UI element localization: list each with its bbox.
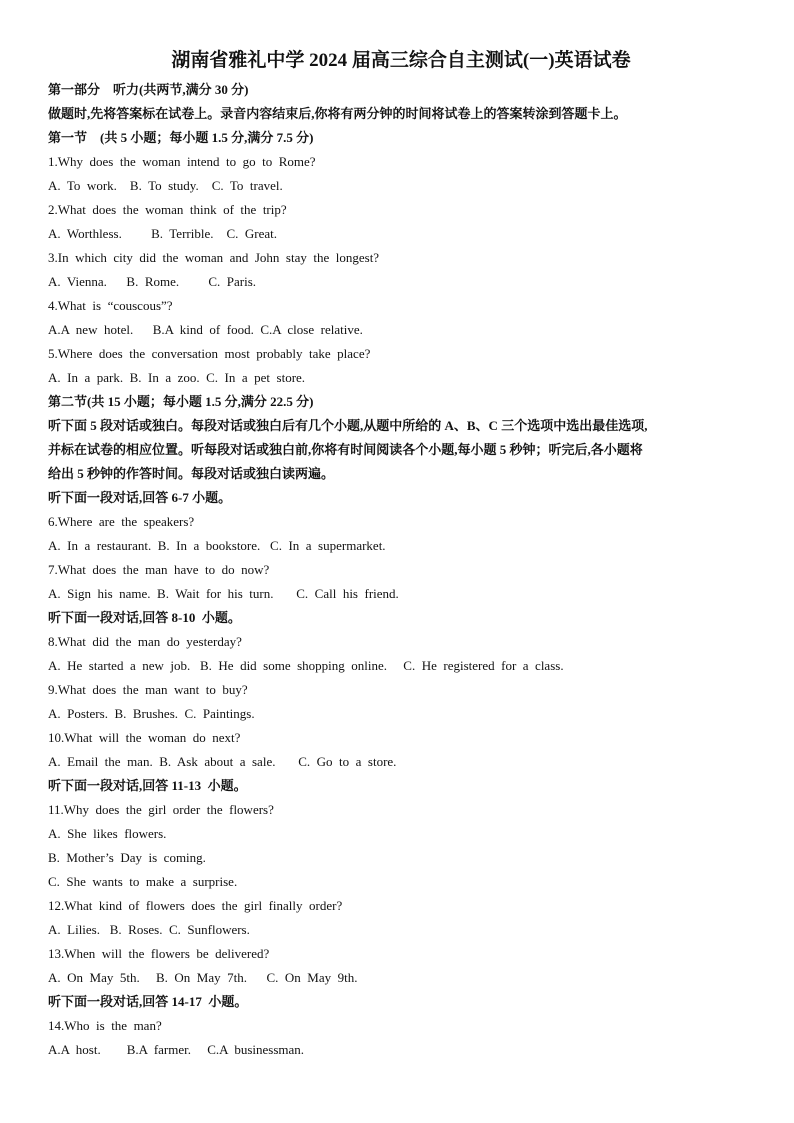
question-line: 14.Who is the man?	[48, 1018, 162, 1033]
question-line: A. On May 5th. B. On May 7th. C. On May 9th.	[48, 970, 358, 985]
question-line: A. Posters. B. Brushes. C. Paintings.	[48, 706, 255, 721]
question-line: A. She likes flowers.	[48, 826, 167, 841]
question-line: A.A host. B.A farmer. C.A businessman.	[48, 1042, 305, 1057]
question-line: 7.What does the man have to do now?	[48, 562, 270, 577]
question-line: 1.Why does the woman intend to go to Rome?	[48, 154, 316, 169]
question-line: 12.What kind of flowers does the girl finally order?	[48, 898, 343, 913]
exam-body	[48, 78, 754, 1062]
exam-title: 湖南省雅礼中学 2024 届高三综合自主测试(一)英语试卷	[171, 50, 631, 71]
question-line: 11.Why does the girl order the flowers?	[48, 802, 274, 817]
section-heading-line: 做题时,先将答案标在试卷上。录音内容结束后,你将有两分钟的时间将试卷上的答案转涂到答题卡上。	[48, 106, 627, 121]
question-line: A. Email the man. B. Ask about a sale. C. Go to a store.	[48, 754, 397, 769]
question-line: A. Sign his name. B. Wait for his turn. C. Call his friend.	[48, 586, 399, 601]
section-heading-line: 第一节 (共 5 小题；每小题 1.5 分,满分 7.5 分)	[48, 130, 314, 145]
question-line: A. Vienna. B. Rome. C. Paris.	[48, 274, 257, 289]
question-line: A. In a park. B. In a zoo. C. In a pet store.	[48, 370, 306, 385]
question-line: 13.When will the flowers be delivered?	[48, 946, 270, 961]
section-heading-line: 给出 5 秒钟的作答时间。每段对话或独白读两遍。	[48, 466, 335, 481]
question-line: 5.Where does the conversation most probably take place?	[48, 346, 371, 361]
question-line: B. Mother’s Day is coming.	[48, 850, 206, 865]
section-heading-line: 第一部分 听力(共两节,满分 30 分)	[48, 82, 249, 97]
section-heading-line: 听下面一段对话,回答 8-10 小题。	[48, 610, 241, 625]
question-line: A.A new hotel. B.A kind of food. C.A close relative.	[48, 322, 363, 337]
section-heading-line: 并标在试卷的相应位置。听每段对话或独白前,你将有时间阅读各个小题,每小题 5 秒钟；听完后,各小题将	[48, 442, 643, 457]
question-line: 3.In which city did the woman and John stay the longest?	[48, 250, 380, 265]
question-line: A. Lilies. B. Roses. C. Sunflowers.	[48, 922, 250, 937]
section-heading-line: 听下面一段对话,回答 14-17 小题。	[48, 994, 248, 1009]
question-line: A. To work. B. To study. C. To travel.	[48, 178, 283, 193]
question-line: 10.What will the woman do next?	[48, 730, 241, 745]
question-line: 4.What is “couscous”?	[48, 298, 173, 313]
question-line: A. Worthless. B. Terrible. C. Great.	[48, 226, 278, 241]
question-line: A. He started a new job. B. He did some shopping online. C. He registered for a class.	[48, 658, 564, 673]
question-line: 6.Where are the speakers?	[48, 514, 195, 529]
question-line: 8.What did the man do yesterday?	[48, 634, 242, 649]
question-line: 9.What does the man want to buy?	[48, 682, 248, 697]
question-line: A. In a restaurant. B. In a bookstore. C. In a supermarket.	[48, 538, 386, 553]
section-heading-line: 第二节(共 15 小题；每小题 1.5 分,满分 22.5 分)	[48, 394, 314, 409]
question-line: 2.What does the woman think of the trip?	[48, 202, 287, 217]
section-heading-line: 听下面一段对话,回答 6-7 小题。	[48, 490, 232, 505]
section-heading-line: 听下面 5 段对话或独白。每段对话或独白后有几个小题,从题中所给的 A、B、C 三个选项中选出最佳选项,	[48, 418, 648, 433]
section-heading-line: 听下面一段对话,回答 11-13 小题。	[48, 778, 247, 793]
question-line: C. She wants to make a surprise.	[48, 874, 238, 889]
